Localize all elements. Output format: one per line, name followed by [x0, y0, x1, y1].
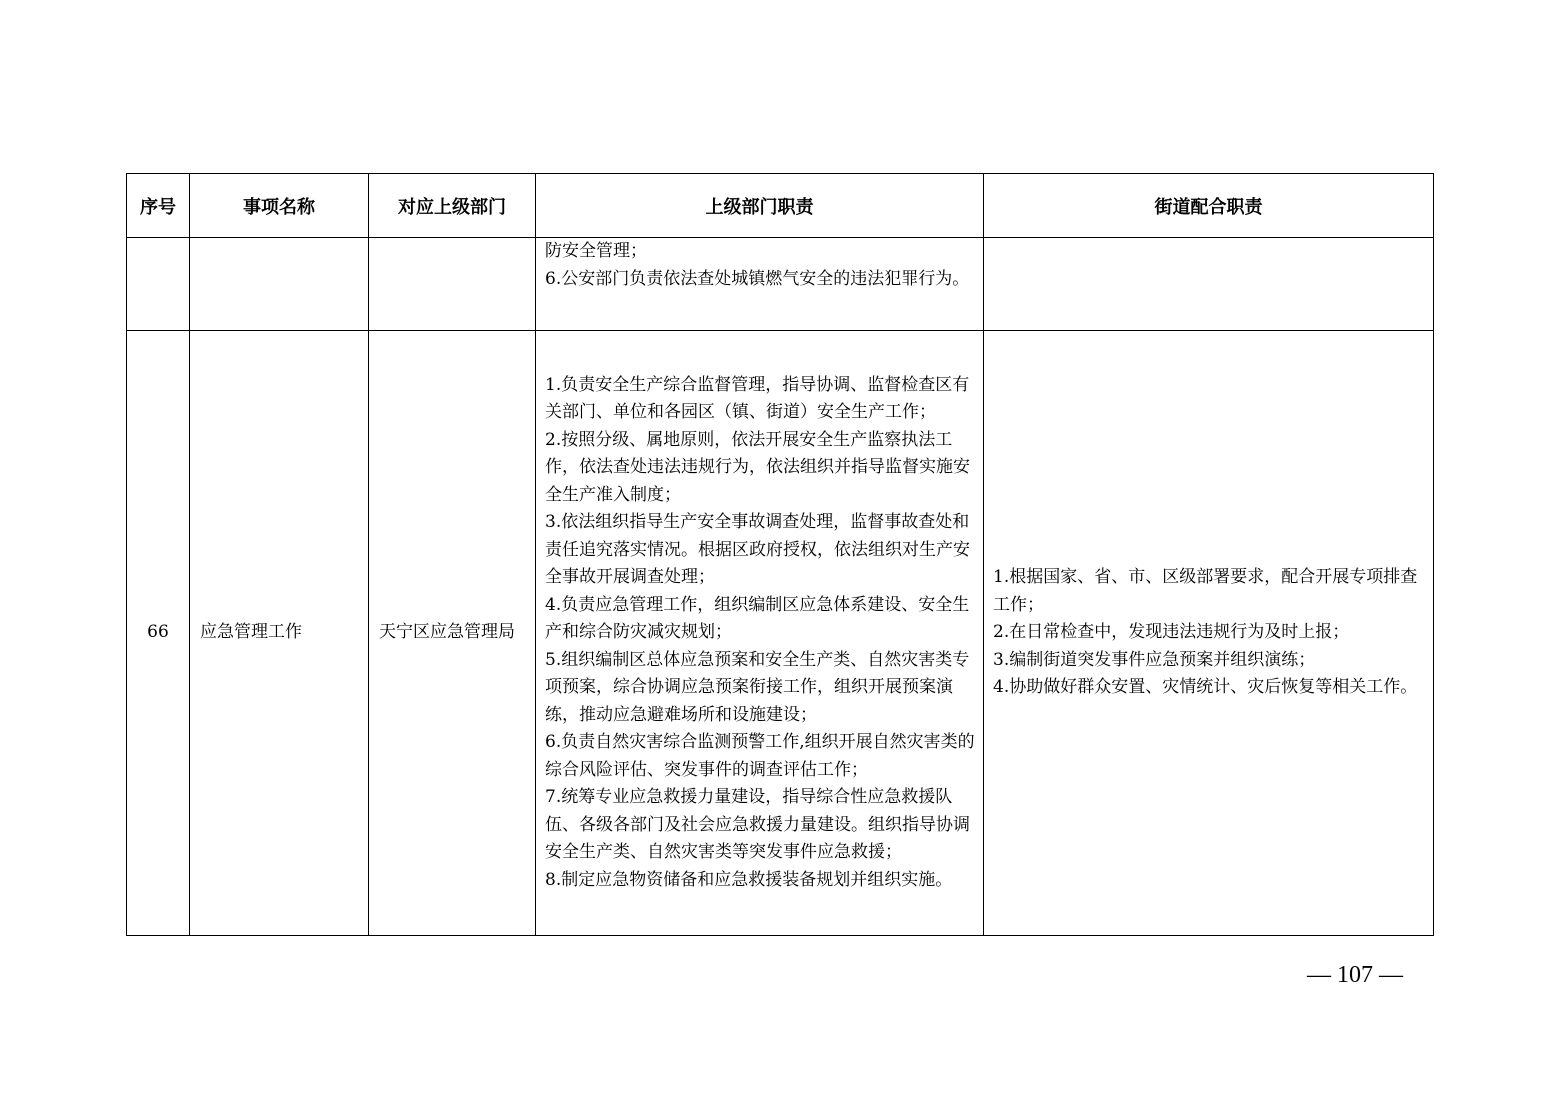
- upper-duty-item: 5.组织编制区总体应急预案和安全生产类、自然灾害类专项预案，综合协调应急预案衔接工作，组织开展预案演练，推动应急避难场所和设施建设；: [545, 649, 970, 725]
- cell-seq-empty: [127, 238, 190, 331]
- cell-item-name: 应急管理工作: [190, 331, 369, 936]
- street-duty-item: 4.协助做好群众安置、灾情统计、灾后恢复等相关工作。: [993, 677, 1418, 698]
- cell-street-duties-empty: [984, 238, 1434, 331]
- upper-duty-item: 8.制定应急物资储备和应急救援装备规划并组织实施。: [545, 869, 953, 890]
- street-duty-item: 1.根据国家、省、市、区级部署要求，配合开展专项排查工作；: [993, 567, 1418, 615]
- header-upper-department: 对应上级部门: [369, 174, 536, 238]
- street-duty-item: 2.在日常检查中，发现违法违规行为及时上报；: [993, 622, 1350, 643]
- cell-upper-duties: [536, 331, 984, 936]
- duty-table: [126, 173, 1434, 936]
- cell-street-duties: [984, 331, 1434, 936]
- page-number: — 107 —: [1307, 962, 1403, 988]
- upper-duty-item: 3.依法组织指导生产安全事故调查处理，监督事故查处和责任追究落实情况。根据区政府授权，依法组织对生产安全事故开展调查处理；: [545, 512, 970, 588]
- table-header-row: [127, 174, 1434, 238]
- header-upper-duties: 上级部门职责: [536, 174, 984, 238]
- upper-duty-item: 7.统筹专业应急救援力量建设，指导综合性应急救援队伍、各级各部门及社会应急救援力量建设。组织指导协调安全生产类、自然灾害类等突发事件应急救援；: [545, 787, 970, 863]
- cell-upper-duties-continued: [536, 238, 984, 331]
- cell-upper-department: 天宁区应急管理局: [369, 331, 536, 936]
- street-duty-item: 3.编制街道突发事件应急预案并组织演练；: [993, 649, 1316, 670]
- table-row-continued: [127, 238, 1434, 331]
- cell-item-name-empty: [190, 238, 369, 331]
- cell-upper-department-empty: [369, 238, 536, 331]
- upper-duty-line: 防安全管理；: [545, 241, 647, 261]
- upper-duty-item: 1.负责安全生产综合监督管理，指导协调、监督检查区有关部门、单位和各园区（镇、街道）安全生产工作；: [545, 374, 970, 423]
- upper-duty-item: 6.负责自然灾害综合监测预警工作,组织开展自然灾害类的综合风险评估、突发事件的调查评估工作；: [545, 732, 975, 780]
- table-row-66: [127, 331, 1434, 936]
- upper-duty-item: 4.负责应急管理工作，组织编制区应急体系建设、安全生产和综合防灾减灾规划；: [545, 594, 970, 643]
- upper-duty-item: 2.按照分级、属地原则，依法开展安全生产监察执法工作，依法查处违法违规行为，依法组织并指导监督实施安全生产准入制度；: [545, 429, 970, 505]
- cell-seq: 66: [127, 331, 190, 936]
- header-street-duties: 街道配合职责: [984, 174, 1434, 238]
- header-seq: 序号: [127, 174, 190, 238]
- upper-duty-line: 6.公安部门负责依法查处城镇燃气安全的违法犯罪行为。: [545, 268, 970, 289]
- header-item-name: 事项名称: [190, 174, 369, 238]
